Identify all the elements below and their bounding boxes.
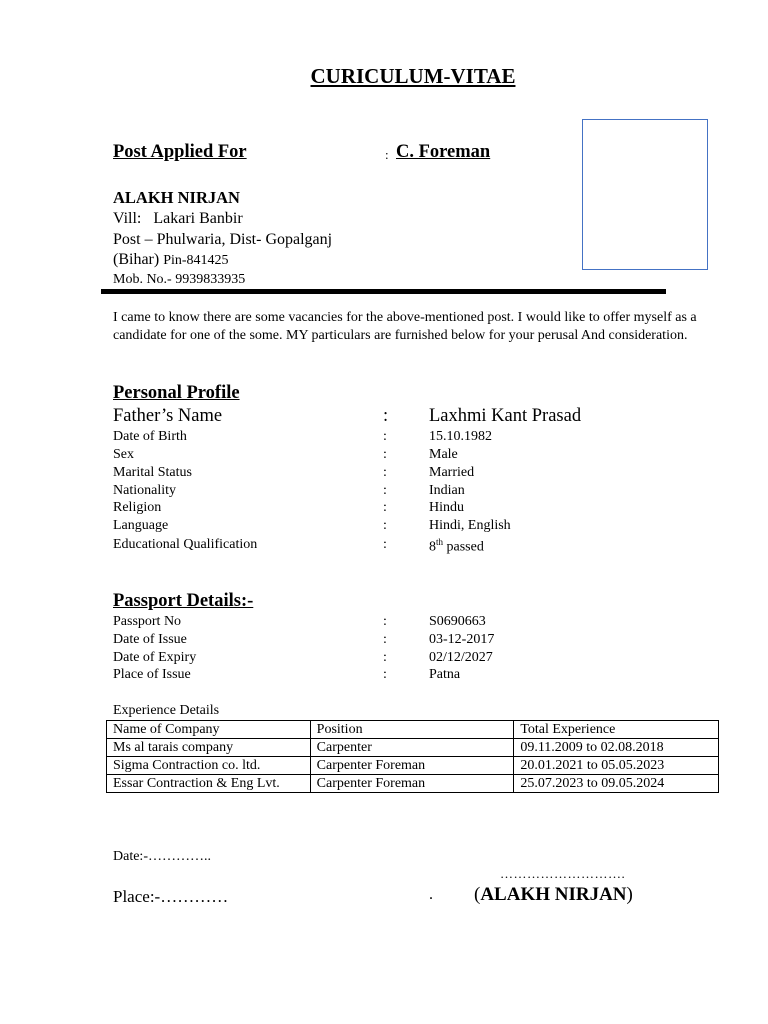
table-header-row	[107, 721, 719, 739]
expiry-date-value: 02/12/2027	[429, 650, 493, 665]
nationality-value: Indian	[429, 483, 465, 498]
expiry-date-label: Date of Expiry	[113, 650, 197, 665]
sig-open-paren: (	[474, 884, 481, 905]
education-ordinal: th	[436, 537, 444, 547]
sig-close-paren: )	[626, 884, 633, 905]
place-line: Place:-…………	[113, 887, 229, 906]
header-divider	[101, 289, 666, 294]
religion-colon: :	[383, 500, 387, 515]
passport-heading: Passport Details:-	[113, 591, 254, 611]
header-position: Position	[310, 721, 514, 739]
header-company: Name of Company	[107, 721, 311, 739]
language-label: Language	[113, 518, 169, 533]
experience-caption: Experience Details	[113, 703, 220, 718]
position-cell: Carpenter Foreman	[310, 757, 514, 775]
passport-no-value: S0690663	[429, 614, 486, 629]
company-cell: Essar Contraction & Eng Lvt.	[107, 775, 311, 793]
dob-value: 15.10.1982	[429, 429, 492, 444]
nationality-label: Nationality	[113, 483, 176, 498]
fathers-name-value: Laxhmi Kant Prasad	[429, 406, 582, 426]
table-row	[107, 757, 719, 775]
experience-table	[106, 720, 719, 793]
nationality-colon: :	[383, 483, 387, 498]
experience-cell: 25.07.2023 to 09.05.2024	[514, 775, 719, 793]
fathers-name-label: Father’s Name	[113, 406, 223, 426]
position-cell: Carpenter	[310, 739, 514, 757]
place-of-issue-colon: :	[383, 667, 387, 682]
separator-dot: .	[429, 886, 433, 903]
passport-no-colon: :	[383, 614, 387, 629]
post-applied-label: Post Applied For	[113, 142, 247, 162]
education-rest: passed	[443, 539, 484, 555]
education-value	[429, 537, 484, 556]
sex-colon: :	[383, 447, 387, 462]
state-text: (Bihar)	[113, 251, 160, 268]
post-colon: :	[385, 147, 389, 162]
document-title: CURICULUM-VITAE	[310, 64, 516, 88]
marital-status-colon: :	[383, 465, 387, 480]
sex-value: Male	[429, 447, 458, 462]
signature-name	[474, 884, 633, 906]
experience-cell: 09.11.2009 to 02.08.2018	[514, 739, 719, 757]
experience-cell: 20.01.2021 to 05.05.2023	[514, 757, 719, 775]
mobile-number: Mob. No.- 9939833935	[113, 272, 246, 287]
expiry-date-colon: :	[383, 650, 387, 665]
signature-line: ……………………….	[500, 866, 626, 881]
education-colon: :	[383, 537, 387, 552]
place-of-issue-label: Place of Issue	[113, 667, 191, 682]
candidate-name: ALAKH NIRJAN	[113, 188, 240, 207]
place-of-issue-value: Patna	[429, 667, 461, 682]
sex-label: Sex	[113, 447, 134, 462]
address-post: Post – Phulwaria, Dist- Gopalganj	[113, 231, 333, 248]
education-label: Educational Qualification	[113, 537, 258, 552]
personal-profile-heading: Personal Profile	[113, 383, 240, 403]
issue-date-value: 03-12-2017	[429, 632, 495, 647]
table-row	[107, 739, 719, 757]
table-row	[107, 775, 719, 793]
intro-paragraph: I came to know there are some vacancies for the above-mentioned post. I would like to offer myself as a candidate for one of the some. MY particulars are furnished below for your perusal And consideration.	[113, 310, 697, 343]
photo-placeholder	[582, 119, 708, 270]
position-cell: Carpenter Foreman	[310, 775, 514, 793]
religion-value: Hindu	[429, 500, 464, 515]
fathers-name-colon: :	[383, 406, 389, 426]
education-number: 8	[429, 539, 436, 555]
date-line: Date:-…………..	[113, 849, 211, 864]
pin-code: Pin-841425	[163, 253, 229, 268]
marital-status-label: Marital Status	[113, 465, 192, 480]
language-colon: :	[383, 518, 387, 533]
header-total-experience: Total Experience	[514, 721, 719, 739]
dob-label: Date of Birth	[113, 429, 187, 444]
company-cell: Sigma Contraction co. ltd.	[107, 757, 311, 775]
marital-status-value: Married	[429, 465, 475, 480]
village-value: Lakari Banbir	[153, 210, 243, 227]
company-cell: Ms al tarais company	[107, 739, 311, 757]
address-village	[113, 210, 243, 228]
dob-colon: :	[383, 429, 387, 444]
address-state	[113, 251, 229, 269]
issue-date-colon: :	[383, 632, 387, 647]
issue-date-label: Date of Issue	[113, 632, 187, 647]
village-label: Vill:	[113, 210, 142, 227]
sig-name-text: ALAKH NIRJAN	[480, 884, 627, 905]
post-applied-value: C. Foreman	[396, 142, 491, 162]
language-value: Hindi, English	[429, 518, 511, 533]
religion-label: Religion	[113, 500, 162, 515]
passport-no-label: Passport No	[113, 614, 182, 629]
